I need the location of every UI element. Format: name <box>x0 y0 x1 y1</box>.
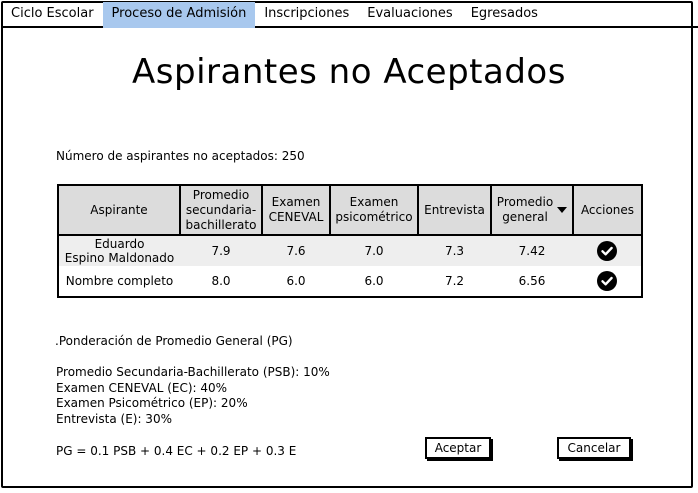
nav-tabs <box>2 2 547 28</box>
cell-pg: 6.56 <box>491 266 573 297</box>
ponderacion-title: .Ponderación de Promedio General (PG) <box>55 334 293 348</box>
cell-ep: 6.0 <box>330 266 418 297</box>
table-row <box>58 235 642 266</box>
tab-bar-underline <box>520 26 698 28</box>
sort-desc-icon[interactable] <box>557 207 567 213</box>
cell-pg: 7.42 <box>491 235 573 266</box>
col-header-entrevista[interactable]: Entrevista <box>418 185 491 235</box>
col-header-promedio-secundaria[interactable]: Promedio secundaria- bachillerato <box>180 185 262 235</box>
cell-acciones <box>573 266 642 297</box>
pg-formula: PG = 0.1 PSB + 0.4 EC + 0.2 EP + 0.3 E <box>56 444 297 458</box>
col-header-acciones: Acciones <box>573 185 642 235</box>
cell-ec: 6.0 <box>262 266 330 297</box>
accept-button[interactable]: Aceptar <box>425 437 491 459</box>
rejected-count: Número de aspirantes no aceptados: 250 <box>56 149 305 163</box>
applicants-table <box>57 184 643 298</box>
ponderacion-item-ec: Examen CENEVAL (EC): 40% <box>56 380 228 395</box>
cell-psb: 7.9 <box>180 235 262 266</box>
col-header-aspirante[interactable]: Aspirante <box>58 185 180 235</box>
ponderacion-item-e: Entrevista (E): 30% <box>56 411 172 426</box>
cell-e: 7.3 <box>418 235 491 266</box>
ponderacion-item-ep: Examen Psicométrico (EP): 20% <box>56 396 248 410</box>
tab-egresados[interactable]: Egresados <box>462 2 547 28</box>
col-header-examen-psicometrico[interactable]: Examen psicométrico <box>330 185 418 235</box>
ponderacion-item-psb: Promedio Secundaria-Bachillerato (PSB): 10% <box>56 365 330 379</box>
tab-proceso-de-admision[interactable]: Proceso de Admisión <box>103 2 256 28</box>
col-header-promedio-general[interactable]: Promedio general <box>491 185 573 235</box>
ponderacion-list <box>56 365 330 427</box>
cell-acciones <box>573 235 642 266</box>
cell-aspirante: Nombre completo <box>58 266 180 297</box>
cancel-button[interactable]: Cancelar <box>557 437 631 459</box>
tab-evaluaciones[interactable]: Evaluaciones <box>358 2 461 28</box>
page-title: Aspirantes no Aceptados <box>132 52 566 92</box>
tab-inscripciones[interactable]: Inscripciones <box>255 2 358 28</box>
cell-psb: 8.0 <box>180 266 262 297</box>
tab-ciclo-escolar[interactable]: Ciclo Escolar <box>2 2 103 28</box>
cell-e: 7.2 <box>418 266 491 297</box>
check-circle-icon[interactable] <box>597 271 617 291</box>
col-header-examen-ceneval[interactable]: Examen CENEVAL <box>262 185 330 235</box>
cell-aspirante: Eduardo Espino Maldonado <box>58 235 180 266</box>
table-row <box>58 266 642 297</box>
cell-ep: 7.0 <box>330 235 418 266</box>
check-circle-icon[interactable] <box>597 241 617 261</box>
cell-ec: 7.6 <box>262 235 330 266</box>
